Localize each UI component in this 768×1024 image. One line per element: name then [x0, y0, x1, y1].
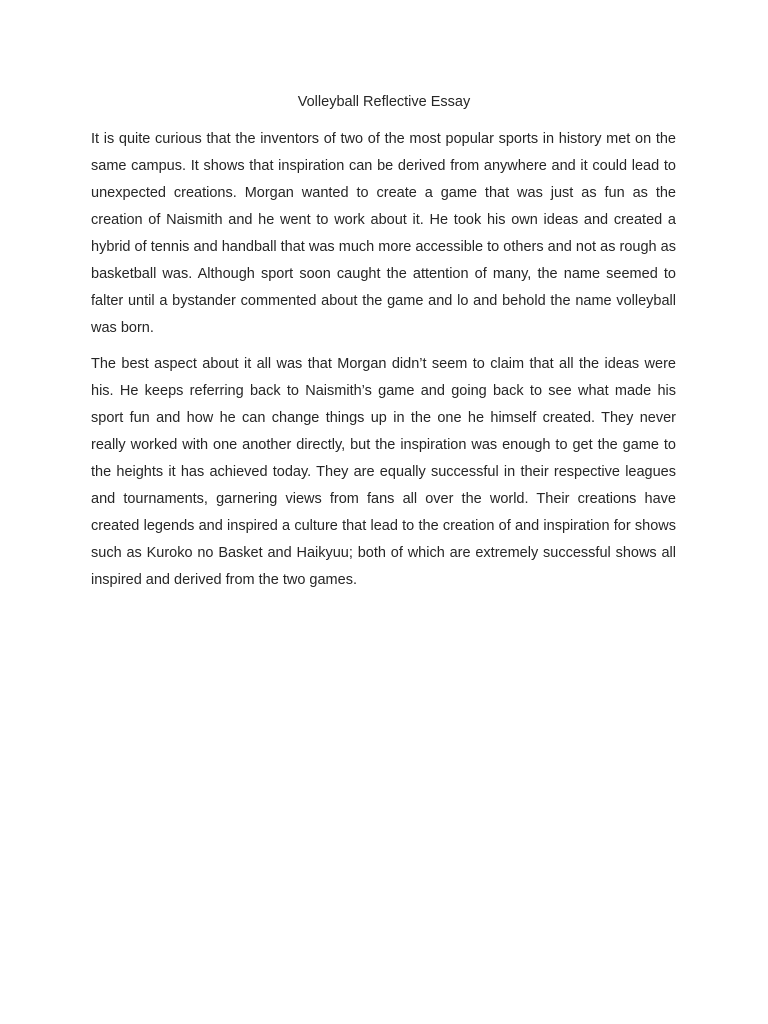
paragraph-1: It is quite curious that the inventors of two of the most popular sports in history met on the same campus. It shows that inspiration can be derived from anywhere and it could lead to unexpected creations. Morgan wanted to create a game that was just as fun as the creation of Naismith and he went to work about it. He took his own ideas and created a hybrid of tennis and handball that was much more accessible to others and not as rough as basketball was. Although sport soon caught the attention of many, the name seemed to falter until a bystander commented about the game and lo and behold the name volleyball was born.	[91, 131, 676, 336]
paragraph-2: The best aspect about it all was that Morgan didn’t seem to claim that all the ideas were his. He keeps referring back to Naismith’s game and going back to see what made his sport fun and how he can change things up in the one he himself created. They never really worked with one another directly, but the inspiration was enough to get the game to the heights it has achieved today. They are equally successful in their respective leagues and tournaments, garnering views from fans all over the world. Their creations have created legends and inspired a culture that lead to the creation of and inspiration for shows such as Kuroko no Basket and Haikyuu; both of which are extremely successful shows all inspired and derived from the two games.	[91, 356, 676, 588]
document-body	[91, 126, 676, 603]
document-title: Volleyball Reflective Essay	[297, 94, 471, 110]
